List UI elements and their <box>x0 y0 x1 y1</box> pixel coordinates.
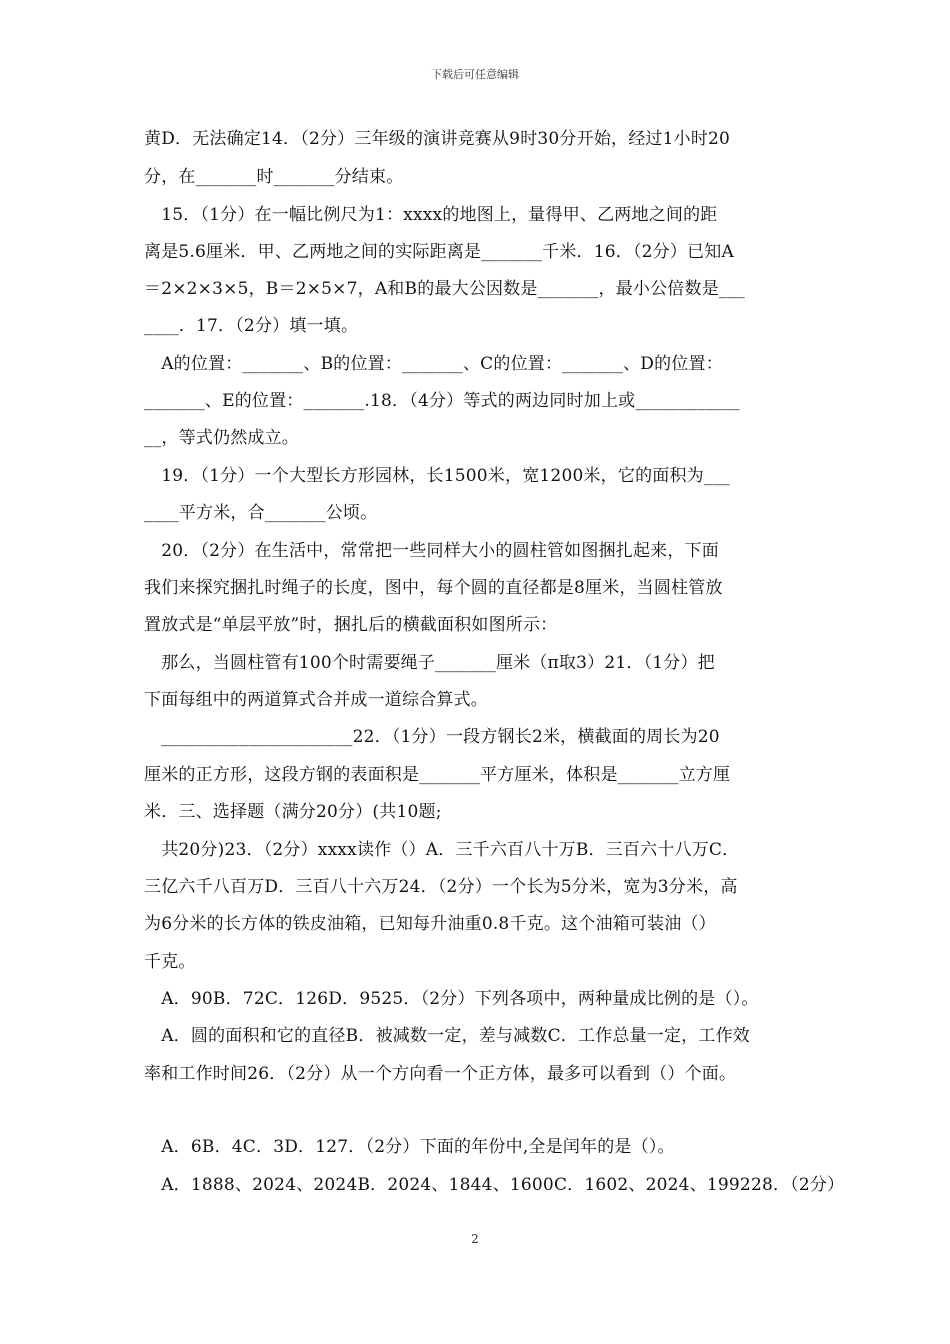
text-line: A的位置：_______、B的位置：_______、C的位置：_______、D的位置： <box>144 354 723 374</box>
text-line: ____平方米，合_______公顷。 <box>144 503 378 523</box>
text-line: A．6B．4C．3D．127．（2分）下面的年份中,全是闰年的是（）。 <box>144 1137 675 1157</box>
text-line: 我们来探究捆扎时绳子的长度，图中，每个圆的直径都是8厘米，当圆柱管放 <box>144 578 723 598</box>
text-line: A．90B．72C．126D．9525．（2分）下列各项中，两种量成比例的是（）。 <box>144 989 759 1009</box>
text-line: ＝2×2×3×5，B＝2×5×7，A和B的最大公因数是_______，最小公倍数是___ <box>144 279 745 299</box>
text-line: A．圆的面积和它的直径B．被减数一定，差与减数C．工作总量一定，工作效 <box>144 1026 750 1046</box>
page-number: 2 <box>471 1232 479 1246</box>
text-line: 共20分)23．（2分）xxxx读作（）A．三千六百八十万B．三百六十八万C． <box>144 840 740 860</box>
text-line: ____．17．（2分）填一填。 <box>144 316 359 336</box>
page-header: 下载后可任意编辑 <box>431 68 519 81</box>
text-line: 置放式是“单层平放”时，捆扎后的横截面积如图所示： <box>144 615 558 635</box>
text-line: _______、E的位置：_______.18．（4分）等式的两边同时加上或____________ <box>144 391 740 411</box>
text-line: 分，在_______时_______分结束。 <box>144 167 404 187</box>
text-line: A．1888、2024、2024B．2024、1844、1600C．1602、2024、199228．（2分） <box>144 1175 845 1195</box>
text-line: 率和工作时间26．（2分）从一个方向看一个正方体，最多可以看到（）个面。 <box>144 1064 737 1084</box>
text-line: 厘米的正方形，这段方钢的表面积是_______平方厘米，体积是_______立方厘 <box>144 765 731 785</box>
text-line: 20．（2分）在生活中，常常把一些同样大小的圆柱管如图捆扎起来，下面 <box>144 541 719 561</box>
text-line: 为6分米的长方体的铁皮油箱，已知每升油重0.8千克。这个油箱可装油（） <box>144 914 716 934</box>
text-line: 千克。 <box>144 952 196 972</box>
text-line: 黄D．无法确定14．（2分）三年级的演讲竞赛从9时30分开始，经过1小时20 <box>144 129 731 149</box>
text-line: __，等式仍然成立。 <box>144 428 299 448</box>
text-line: 那么，当圆柱管有100个时需要绳子_______厘米（π取3）21．（1分）把 <box>144 653 715 673</box>
text-line: 离是5.6厘米．甲、乙两地之间的实际距离是_______千米．16．（2分）已知A <box>144 242 734 262</box>
text-line: 19．（1分）一个大型长方形园林，长1500米，宽1200米，它的面积为___ <box>144 466 730 486</box>
text-line: 15．（1分）在一幅比例尺为1：xxxx的地图上，量得甲、乙两地之间的距 <box>144 205 718 225</box>
text-line: 米．三、选择题（满分20分）(共10题; <box>144 802 442 822</box>
text-line: ______________________22．（1分）一段方钢长2米，横截面的周长为20 <box>144 727 720 747</box>
text-line: 三亿六千八百万D．三百八十六万24．（2分）一个长为5分米，宽为3分米，高 <box>144 877 738 897</box>
text-line: 下面每组中的两道算式合并成一道综合算式。 <box>144 690 488 710</box>
